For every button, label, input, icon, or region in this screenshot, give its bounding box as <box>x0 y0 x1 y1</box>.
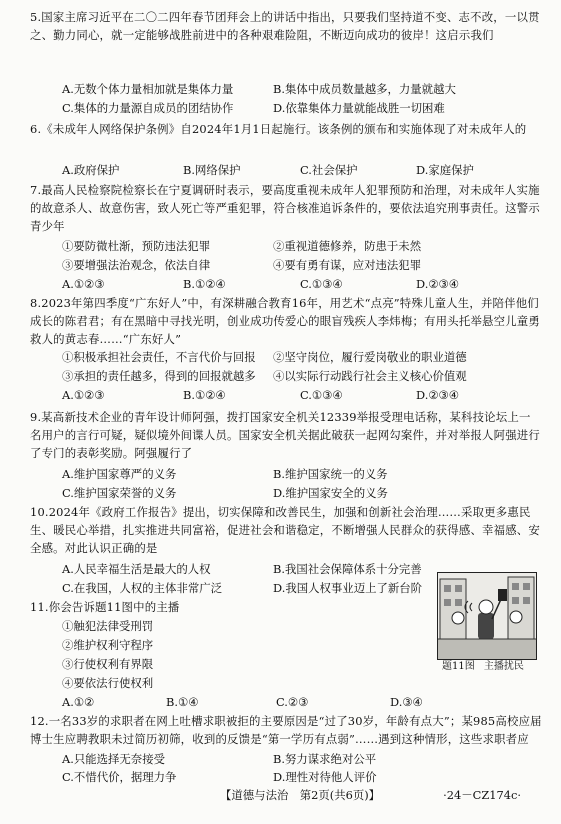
q12-option-b: B.努力谋求绝对公平 <box>273 752 377 766</box>
q12-option-c: C.不惜代价，据理力争 <box>62 770 177 784</box>
q10-option-d: D.我国人权事业迈上了新台阶 <box>273 581 423 595</box>
q5-option-b: B.集体中成员数量越多，力量就越大 <box>273 82 456 96</box>
q11-cartoon-figure <box>437 572 537 660</box>
q11-figure-caption <box>442 660 530 674</box>
q8-item-2: ②坚守岗位，履行爱岗敬业的职业道德 <box>273 350 467 364</box>
q9-option-a: A.维护国家尊严的义务 <box>62 467 177 481</box>
q7-option-b: B.①②④ <box>183 277 226 291</box>
q8-item-1: ①积极承担社会责任，不言代价与回报 <box>62 350 256 364</box>
q11-option-a: A.①② <box>62 695 95 709</box>
q6-option-c: C.社会保护 <box>300 163 358 177</box>
q7-option-d: D.②③④ <box>416 277 459 291</box>
footer-page-info: 【道德与法治 第2页(共6页)】 <box>220 788 381 802</box>
question-10-stem: 10.2024年《政府工作报告》提出，切实保障和改善民生，加强和创新社会治理……采取更多惠民生、暖民心举措，扎实推进共同富裕，促进社会和谐稳定，不断增强人民群众的获得感、幸福感、安全感。对此认识正确的是 <box>30 505 540 555</box>
q11-item-2: ②维护权利守程序 <box>62 638 154 652</box>
footer-code: ·24－CZ174c· <box>443 788 521 802</box>
q9-option-b: B.维护国家统一的义务 <box>273 467 388 481</box>
q10-option-a: A.人民幸福生活是最大的人权 <box>62 562 211 576</box>
q8-item-4: ④以实际行动践行社会主义核心价值观 <box>273 369 467 383</box>
q11-item-1: ①触犯法律受刑罚 <box>62 619 154 633</box>
q7-item-2: ②重视道德修养，防患于未然 <box>273 239 422 253</box>
page-footer <box>0 786 561 804</box>
q8-option-a: A.①②③ <box>62 388 105 402</box>
q9-option-d: D.维护国家安全的义务 <box>273 486 388 500</box>
q8-option-d: D.②③④ <box>416 388 459 402</box>
q11-item-3: ③行使权利有界限 <box>62 657 154 671</box>
question-8-stem: 8.2023年第四季度“广东好人”中，有深耕融合教育16年，用艺术“点亮”特殊儿童人生，并陪伴他们成长的陈君君；有在黑暗中寻找光明，创业成功传爱心的眼盲残疾人李炜梅；有用头托举悬空儿童勇救人的黄志春……“广东好人” <box>30 296 540 346</box>
q11-option-c: C.②③ <box>276 695 309 709</box>
q5-option-a: A.无数个体力量相加就是集体力量 <box>62 82 234 96</box>
q12-option-d: D.理性对待他人评价 <box>273 770 377 784</box>
q7-item-1: ①要防微杜渐，预防违法犯罪 <box>62 239 211 253</box>
q7-option-c: C.①③④ <box>300 277 343 291</box>
q7-item-4: ④要有勇有谋，应对违法犯罪 <box>273 258 422 272</box>
question-7-stem: 7.最高人民检察院检察长在宁夏调研时表示，要高度重视未成年人犯罪预防和治理，对未成年人实施的故意杀人、故意伤害，致人死亡等严重犯罪，符合核准追诉条件的，要依法追究刑事责任。这警示青少年 <box>30 183 540 233</box>
q8-option-c: C.①③④ <box>300 388 343 402</box>
q11-item-4: ④要依法行使权利 <box>62 676 154 690</box>
question-5-stem: 5.国家主席习近平在二〇二四年春节团拜会上的讲话中指出，只要我们坚持道不变、志不改，一以贯之、勤力同心，就一定能够战胜前进中的各种艰难险阻，不断迈向成功的彼岸！这启示我们 <box>30 10 540 42</box>
q7-item-3: ③要增强法治观念，依法自律 <box>62 258 211 272</box>
question-11-stem: 11.你会告诉题11图中的主播 <box>30 600 180 614</box>
q5-option-c: C.集体的力量源自成员的团结协作 <box>62 101 234 115</box>
q11-option-b: B.①④ <box>166 695 199 709</box>
q6-option-a: A.政府保护 <box>62 163 120 177</box>
q10-option-c: C.在我国，人权的主体非常广泛 <box>62 581 223 595</box>
q6-option-d: D.家庭保护 <box>416 163 474 177</box>
q10-option-b: B.我国社会保障体系十分完善 <box>273 562 422 576</box>
question-12-stem: 12.一名33岁的求职者在网上吐槽求职被拒的主要原因是“过了30岁，年龄有点大”；某985高校应届博士生应聘教职未过简历初筛，收到的反馈是“第一学历有点弱”……遇到这种情形，这些求职者应 <box>30 714 542 746</box>
question-6-stem: 6.《未成年人网络保护条例》自2024年1月1日起施行。该条例的颁布和实施体现了对未成年人的 <box>30 122 527 136</box>
q11-option-d: D.③④ <box>390 695 423 709</box>
q5-option-d: D.依靠集体力量就能战胜一切困难 <box>273 101 445 115</box>
figure-title: 主播扰民 <box>483 661 524 672</box>
question-9-stem: 9.某高新技术企业的青年设计师阿强，拨打国家安全机关12339举报受理电话称，某科技论坛上一名用户的言行可疑，疑似境外间谍人员。国家安全机关据此破获一起网勾案件，并对举报人阿强进行了专门的表彰奖励。阿强履行了 <box>30 410 540 460</box>
q12-option-a: A.只能选择无奈接受 <box>62 752 165 766</box>
q9-option-c: C.维护国家荣誉的义务 <box>62 486 177 500</box>
q8-item-3: ③承担的责任越多，得到的回报就越多 <box>62 369 256 383</box>
figure-number: 题11图 <box>442 661 475 672</box>
q6-option-b: B.网络保护 <box>183 163 241 177</box>
streamer-cartoon-illustration <box>438 573 536 659</box>
q7-option-a: A.①②③ <box>62 277 105 291</box>
q8-option-b: B.①②④ <box>183 388 226 402</box>
